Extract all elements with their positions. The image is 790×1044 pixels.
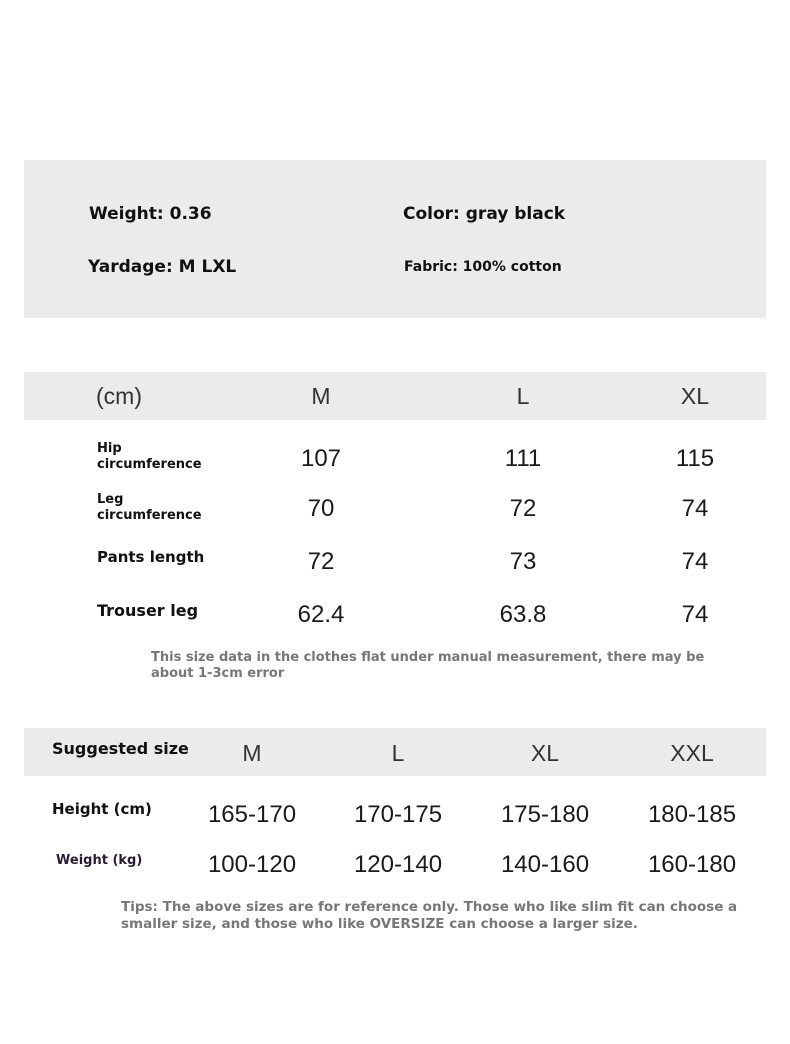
table-cell: 63.8 <box>499 601 547 628</box>
table-cell: 170-175 <box>353 801 443 828</box>
size-column-m: M <box>311 383 331 409</box>
tips-note <box>121 899 737 933</box>
suggested-column-xl: XL <box>530 740 560 766</box>
suggested-column-l: L <box>391 740 405 766</box>
table-cell: 115 <box>675 445 715 472</box>
table-cell: 107 <box>300 445 342 472</box>
tips-line: Tips: The above sizes are for reference only. Those who like slim fit can choose a <box>121 899 738 915</box>
row-label-line: Hip <box>97 441 122 456</box>
row-label-weight: Weight (kg) <box>56 853 143 868</box>
table-cell: 70 <box>307 495 335 522</box>
table-cell: 140-160 <box>500 851 590 878</box>
row-label-line: circumference <box>97 508 202 523</box>
size-column-xl: XL <box>680 383 710 409</box>
table-cell: 73 <box>509 548 537 575</box>
measurement-note <box>151 650 704 682</box>
table-cell: 160-180 <box>647 851 737 878</box>
row-label-pants-length: Pants length <box>97 548 205 566</box>
table-cell: 74 <box>681 548 709 575</box>
tips-line: smaller size, and those who like OVERSIZE can choose a larger size. <box>121 916 638 932</box>
row-label-line: circumference <box>97 457 202 472</box>
row-label-trouser-leg: Trouser leg <box>97 601 199 620</box>
fabric-info: Fabric: 100% cotton <box>404 259 562 275</box>
row-label-hip <box>97 441 202 473</box>
table-cell: 111 <box>504 445 542 472</box>
table-cell: 180-185 <box>647 801 737 828</box>
suggested-column-m: M <box>242 740 262 766</box>
table-cell: 100-120 <box>207 851 297 878</box>
unit-label: (cm) <box>96 383 142 409</box>
yardage-info: Yardage: M LXL <box>88 257 237 277</box>
row-label-line: Leg <box>97 492 124 507</box>
table-cell: 72 <box>307 548 335 575</box>
suggested-size-title: Suggested size <box>52 739 189 758</box>
product-info-panel <box>24 160 766 318</box>
table-cell: 62.4 <box>297 601 345 628</box>
row-label-height: Height (cm) <box>52 800 152 818</box>
table-cell: 74 <box>681 601 709 628</box>
size-column-l: L <box>516 383 530 409</box>
table-cell: 120-140 <box>353 851 443 878</box>
table-cell: 175-180 <box>500 801 590 828</box>
suggested-column-xxl: XXL <box>670 740 714 766</box>
table-cell: 165-170 <box>207 801 297 828</box>
weight-info: Weight: 0.36 <box>89 204 212 224</box>
table-cell: 72 <box>509 495 537 522</box>
row-label-leg <box>97 492 202 524</box>
color-info: Color: gray black <box>403 204 566 224</box>
note-line: This size data in the clothes flat under manual measurement, there may be <box>151 650 705 665</box>
table-cell: 74 <box>681 495 709 522</box>
note-line: about 1-3cm error <box>151 666 285 681</box>
